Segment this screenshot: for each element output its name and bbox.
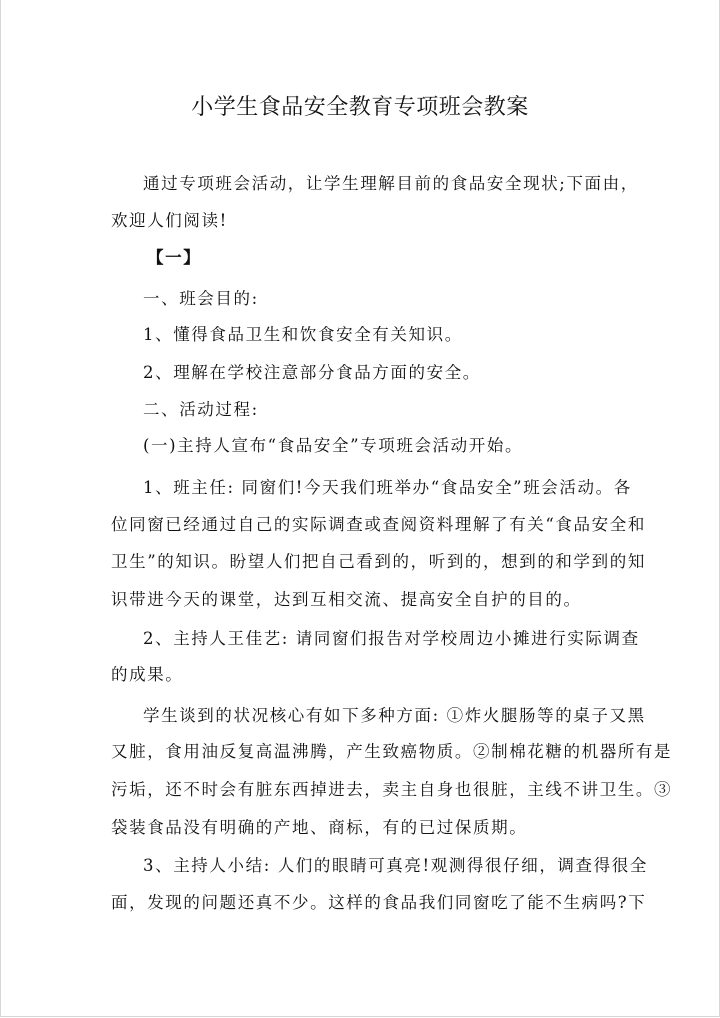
paragraph-line: 面，发现的问题还真不少。这样的食品我们同窗吃了能不生病吗?下 xyxy=(111,893,647,912)
paragraph-line: 学生谈到的状况核心有如下多种方面: ①炸火腿肠等的桌子又黑 xyxy=(143,706,646,725)
paragraph-line: 污垢，还不时会有脏东西掉进去，卖主自身也很脏，主线不讲卫生。③ xyxy=(111,780,673,799)
paragraph-line: 卫生”的知识。盼望人们把自己看到的，听到的，想到的和学到的知 xyxy=(111,552,646,571)
paragraph-line: 1、懂得食品卫生和饮食安全有关知识。 xyxy=(143,325,463,344)
paragraph-line: 袋装食品没有明确的产地、商标，有的已过保质期。 xyxy=(111,818,528,837)
paragraph-line: 3、主持人小结: 人们的眼睛可真亮!观测得很仔细，调查得很全 xyxy=(143,856,648,875)
paragraph-line: 欢迎人们阅读! xyxy=(111,211,228,230)
paragraph-line: 二、活动过程: xyxy=(143,400,259,419)
paragraph-line: 1、班主任: 同窗们!今天我们班举办“食品安全”班会活动。各 xyxy=(143,478,632,497)
paragraph-line: 又脏，食用油反复高温沸腾，产生致癌物质。②制棉花糖的机器所有是 xyxy=(111,742,673,761)
section-heading: 【一】 xyxy=(147,248,202,267)
paragraph-line: 位同窗已经通过自己的实际调查或查阅资料理解了有关“食品安全和 xyxy=(111,515,646,534)
paragraph-line: 2、理解在学校注意部分食品方面的安全。 xyxy=(143,363,481,382)
paragraph-line: 通过专项班会活动，让学生理解目前的食品安全现状;下面由， xyxy=(143,174,639,193)
paragraph-line: 识带进今天的课堂，达到互相交流、提高安全自护的目的。 xyxy=(111,590,582,609)
document-title: 小学生食品安全教育专项班会教案 xyxy=(191,95,529,120)
paragraph-line: (一)主持人宣布“食品安全”专项班会活动开始。 xyxy=(143,436,524,455)
paragraph-line: 一、班会目的: xyxy=(143,289,259,308)
paragraph-line: 2、主持人王佳艺: 请同窗们报告对学校周边小摊进行实际调查 xyxy=(143,629,640,648)
paragraph-line: 的成果。 xyxy=(111,665,184,684)
